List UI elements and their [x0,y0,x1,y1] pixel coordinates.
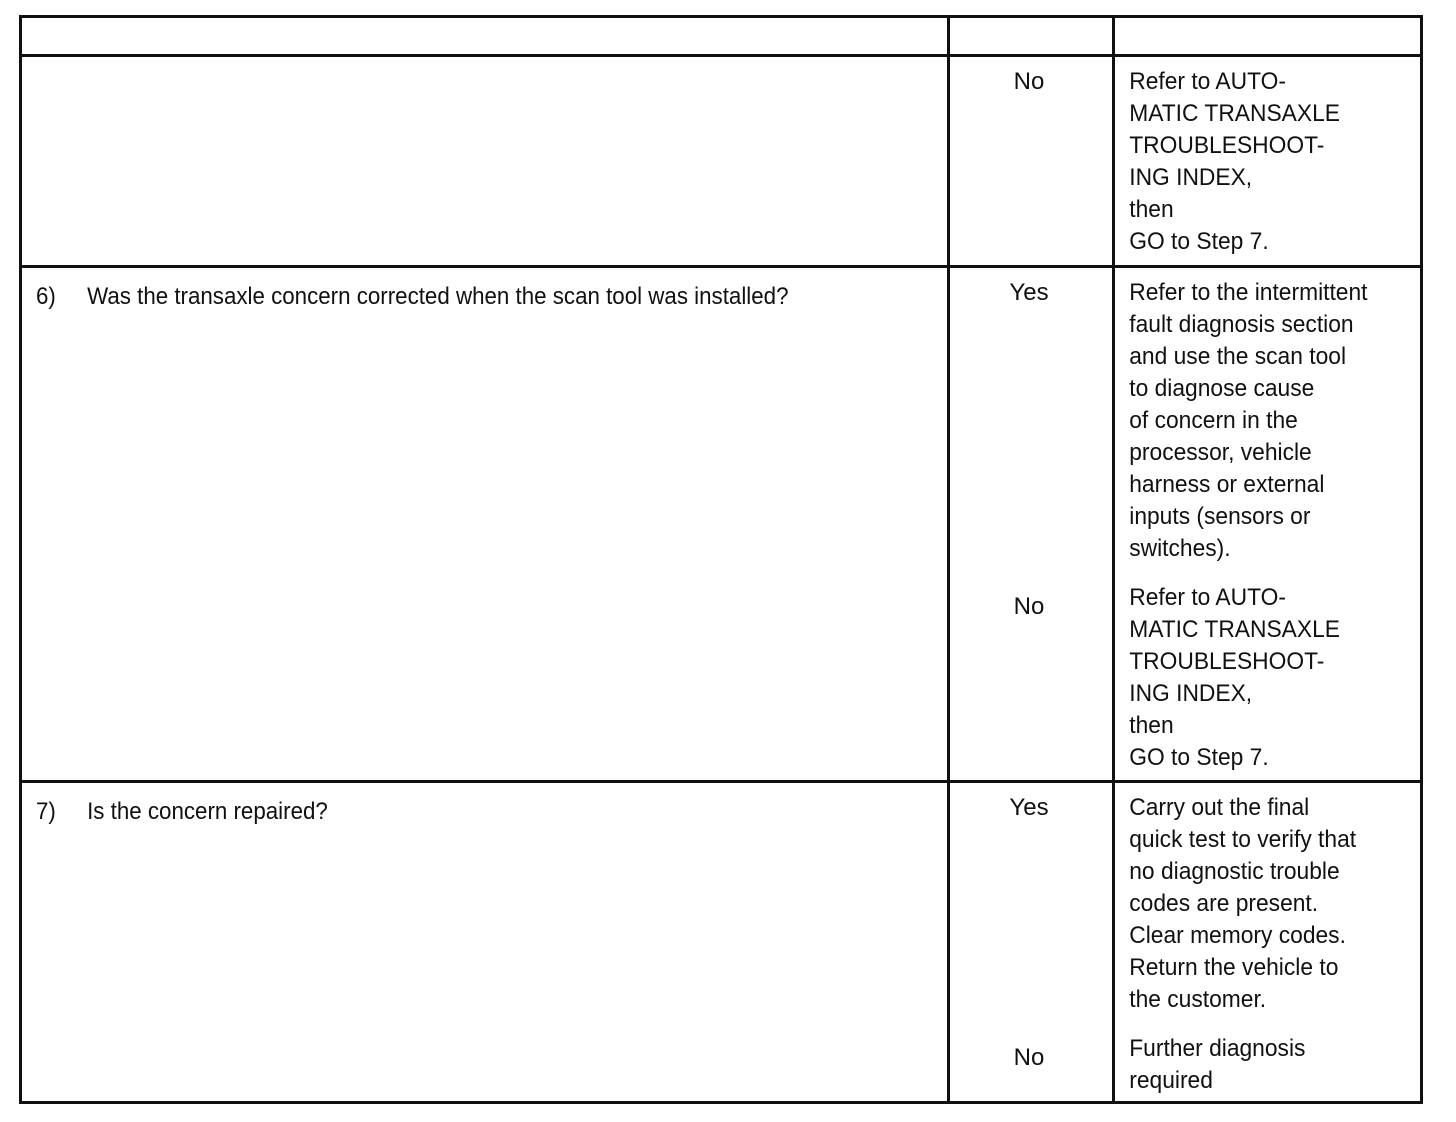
table-row [21,782,1422,1103]
step-number: 7) [35,798,56,825]
result-cell [949,267,1114,782]
test-step-cell [21,782,949,1103]
action-text: Refer to AUTO- MATIC TRANSAXLE TROUBLESHOOT- ING INDEX, then GO to Step 7. [1129,584,1340,771]
header-row [21,17,1422,56]
action-text: Further diagnosis required [1129,1035,1306,1094]
table-row [21,267,1422,782]
action-text: Refer to AUTO- MATIC TRANSAXLE TROUBLESHOOT- ING INDEX, then GO to Step 7. [1129,68,1340,255]
action-cell [1114,56,1422,267]
header-result-cell [949,17,1114,56]
step-question: Is the concern repaired? [87,798,328,825]
test-step-cell [21,56,949,267]
action-cell [1114,267,1422,782]
result-no: No [1013,593,1045,620]
result-no: No [1013,1044,1045,1071]
action-text: Refer to the intermittent fault diagnosis section and use the scan tool to diagnose cause of concern in the processor, vehicle harness or external inputs (sensors or switches). [1129,279,1368,562]
result-cell [949,56,1114,267]
action-cell [1114,782,1422,1103]
table-row [21,56,1422,267]
action-text: Carry out the final quick test to verify that no diagnostic trouble codes are present. Clear memory codes. Return the vehicle to the customer. [1129,794,1357,1013]
diagnostic-table [19,15,1423,1104]
result-yes: Yes [1009,279,1049,306]
test-step-cell [21,267,949,782]
result-no: No [1013,68,1045,95]
header-action-cell [1114,17,1422,56]
step-number: 6) [35,283,56,310]
result-yes: Yes [1009,794,1049,821]
result-cell [949,782,1114,1103]
header-test-cell [21,17,949,56]
step-question: Was the transaxle concern corrected when the scan tool was installed? [87,283,789,310]
